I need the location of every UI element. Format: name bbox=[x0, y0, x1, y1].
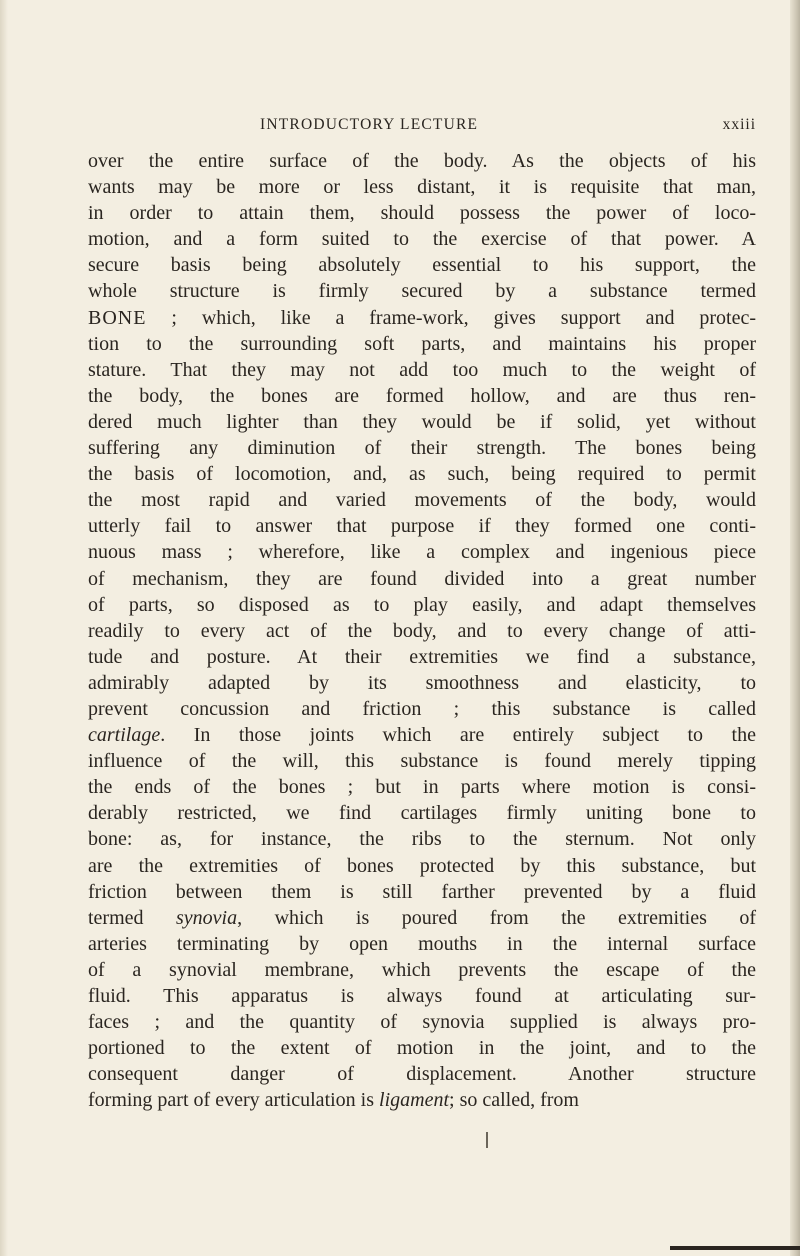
text-line: portioned to the extent of motion in the joint, and to the bbox=[88, 1037, 756, 1060]
text-line: suffering any diminution of their strength. The bones being bbox=[88, 437, 756, 460]
text-line: are the extremities of bones protected by this substance, but bbox=[88, 854, 756, 877]
text-line: the basis of locomotion, and, as such, being required to permit bbox=[88, 463, 756, 486]
bottom-rule bbox=[670, 1246, 800, 1250]
stray-mark bbox=[486, 1132, 488, 1148]
text-segment: ; which, like a frame-work, gives support and protec- bbox=[171, 306, 757, 329]
text-line: tude and posture. At their extremities we find a substance, bbox=[88, 645, 756, 668]
page-header bbox=[240, 116, 760, 140]
page-edge-left bbox=[0, 0, 8, 1256]
text-line: friction between them is still farther prevented by a fluid bbox=[88, 880, 756, 903]
text-line: tion to the surrounding soft parts, and maintains his proper bbox=[88, 332, 756, 355]
text-line bbox=[88, 905, 756, 931]
text-line: influence of the will, this substance is found merely tipping bbox=[88, 750, 756, 773]
text-segment: termed bbox=[88, 906, 144, 929]
text-line: the most rapid and varied movements of the body, would bbox=[88, 489, 756, 512]
body-text bbox=[88, 148, 756, 1113]
text-segment: ; so called, from bbox=[449, 1089, 579, 1112]
term-bone: BONE bbox=[88, 306, 147, 329]
text-line: prevent concussion and friction ; this substance is called bbox=[88, 697, 756, 720]
text-line bbox=[88, 1087, 756, 1113]
page-edge-right bbox=[790, 0, 800, 1256]
text-line: motion, and a form suited to the exercise of that power. A bbox=[88, 228, 756, 251]
text-line: the body, the bones are formed hollow, and are thus ren- bbox=[88, 384, 756, 407]
text-line: secure basis being absolutely essential to his support, the bbox=[88, 254, 756, 277]
text-line: fluid. This apparatus is always found at articulating sur- bbox=[88, 985, 756, 1007]
text-line: wants may be more or less distant, it is requisite that man, bbox=[88, 176, 756, 199]
text-line: admirably adapted by its smoothness and elasticity, to bbox=[88, 671, 756, 694]
text-line bbox=[88, 722, 756, 748]
term-ligament: ligament bbox=[379, 1089, 450, 1112]
text-line: of mechanism, they are found divided into a great number bbox=[88, 567, 756, 590]
text-line: derably restricted, we find cartilages firmly uniting bone to bbox=[88, 802, 756, 825]
text-segment: forming part of every articulation is bbox=[88, 1089, 375, 1112]
text-line: faces ; and the quantity of synovia supplied is always pro- bbox=[88, 1011, 756, 1034]
text-line: over the entire surface of the body. As the objects of his bbox=[88, 150, 756, 172]
text-line: readily to every act of the body, and to every change of atti- bbox=[88, 619, 756, 642]
text-line bbox=[88, 305, 756, 331]
text-line: nuous mass ; wherefore, like a complex and ingenious piece bbox=[88, 541, 756, 564]
text-line: consequent danger of displacement. Another structure bbox=[88, 1063, 756, 1086]
text-line: of a synovial membrane, which prevents the escape of the bbox=[88, 958, 756, 981]
text-line: stature. That they may not add too much to the weight of bbox=[88, 358, 756, 381]
text-segment: . In those joints which are entirely subject to the bbox=[160, 724, 756, 747]
text-line: bone: as, for instance, the ribs to the sternum. Not only bbox=[88, 828, 756, 851]
term-cartilage: cartilage bbox=[88, 724, 161, 747]
running-title: INTRODUCTORY LECTURE bbox=[260, 116, 479, 133]
term-synovia: synovia bbox=[176, 906, 238, 929]
text-line: arteries terminating by open mouths in the internal surface bbox=[88, 932, 756, 955]
text-line: whole structure is firmly secured by a substance termed bbox=[88, 280, 756, 303]
text-line: the ends of the bones ; but in parts where motion is consi- bbox=[88, 776, 756, 799]
text-line: dered much lighter than they would be if solid, yet without bbox=[88, 410, 756, 433]
page-number: xxiii bbox=[722, 116, 756, 133]
text-line: of parts, so disposed as to play easily, and adapt themselves bbox=[88, 593, 756, 616]
text-line: in order to attain them, should possess the power of loco- bbox=[88, 202, 756, 225]
text-segment: , which is poured from the extremities of bbox=[237, 906, 756, 929]
text-line: utterly fail to answer that purpose if they formed one conti- bbox=[88, 515, 756, 538]
